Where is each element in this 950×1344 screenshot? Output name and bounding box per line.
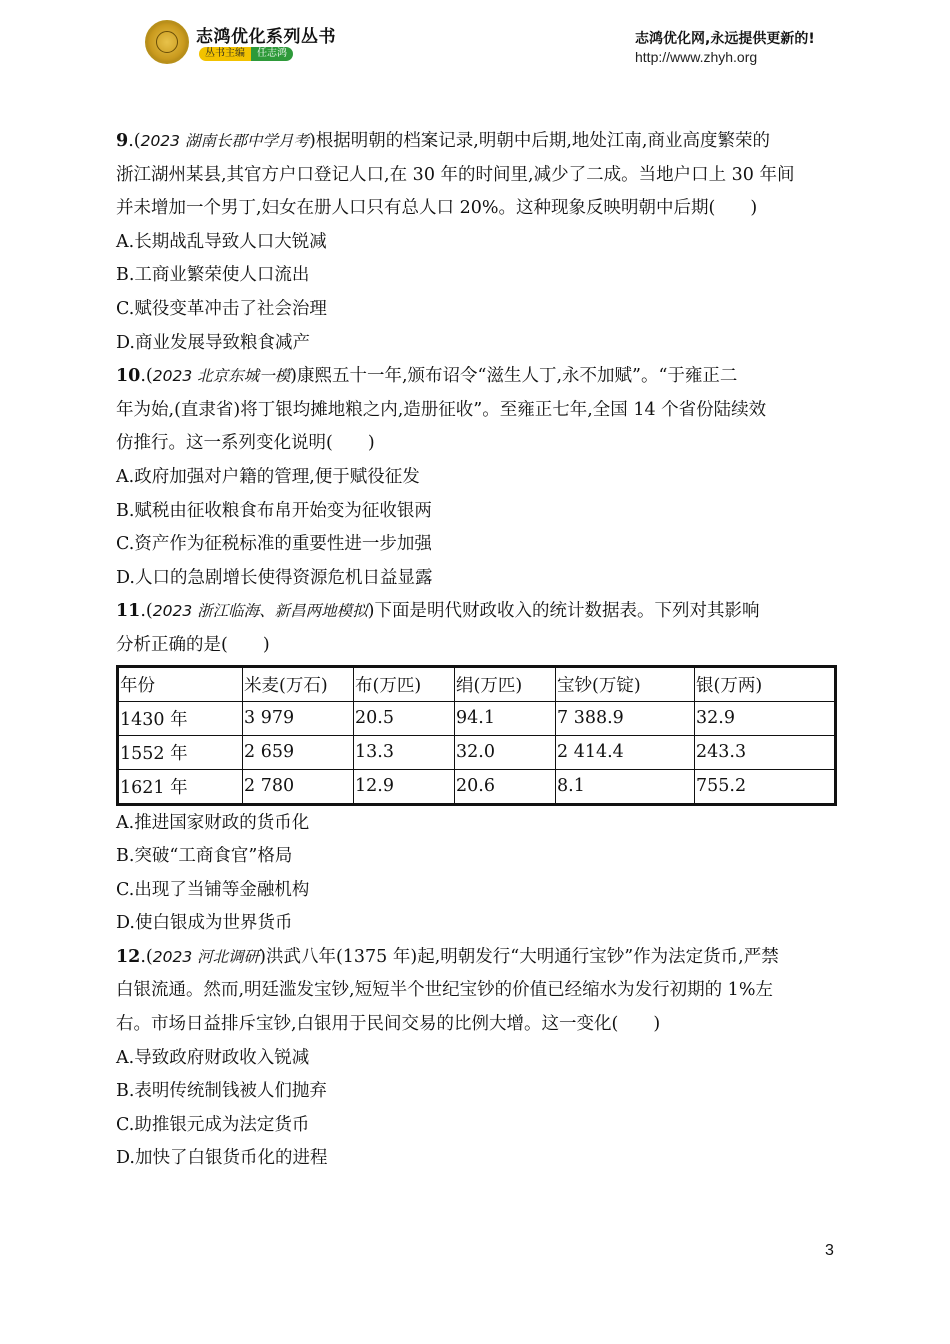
table-cell: 2 780 bbox=[243, 769, 354, 804]
site-slogan: 志鸿优化网,永远提供更新的! bbox=[635, 31, 815, 47]
option-a[interactable]: A.长期战乱导致人口大锐减 bbox=[116, 231, 327, 252]
table-cell: 20.5 bbox=[354, 701, 455, 735]
table-row bbox=[118, 735, 836, 769]
option-b[interactable]: B.突破“工商食官”格局 bbox=[116, 846, 293, 867]
option-b[interactable]: B.工商业繁荣使人口流出 bbox=[116, 265, 310, 286]
series-logo-icon bbox=[145, 20, 189, 64]
option-b[interactable]: B.表明传统制钱被人们抛弃 bbox=[116, 1081, 327, 1102]
option-c[interactable]: C.赋役变革冲击了社会治理 bbox=[116, 298, 327, 319]
table-cell: 3 979 bbox=[243, 701, 354, 735]
editor-bar bbox=[199, 47, 293, 61]
option-d[interactable]: D.使白银成为世界货币 bbox=[116, 913, 293, 934]
table-row bbox=[118, 769, 836, 804]
question-11: 11.(2023 浙江临海、新昌两地模拟)下面是明代财政收入的统计数据表。下列对其影响 分析正确的是( ) 年份 米麦(万石) 布(万匹) 绢(万匹) 宝钞(万锭) 银(万两) 1430 年 3 979 20.5 94.1 7 388.9 32.9 1552 年 2 659 13.3 32.0 2 414.4 243.3 1621 年 2 780 12.9 20.6 8.1 755.2 A.推进国家财政的货币化 B.突破“工商食官”格局 C.出现了当铺等金融机构 D.使白银成为世界货币 bbox=[116, 595, 838, 941]
option-d[interactable]: D.商业发展导致粮食减产 bbox=[116, 332, 310, 353]
question-9: 9.(2023 湖南长郡中学月考)根据明朝的档案记录,明朝中后期,地处江南,商业高度繁荣的 浙江湖州某县,其官方户口登记人口,在 30 年的时间里,减少了二成。当地户口上 30 年间 并未增加一个男丁,妇女在册人口只有总人口 20%。这种现象反映明朝中后期( ) A.长期战乱导致人口大锐减 B.工商业繁荣使人口流出 C.赋役变革冲击了社会治理 D.商业发展导致粮食减产 bbox=[116, 125, 838, 360]
table-cell: 8.1 bbox=[556, 769, 695, 804]
table-cell: 755.2 bbox=[695, 769, 836, 804]
table-header-cell: 宝钞(万锭) bbox=[556, 666, 695, 701]
option-c[interactable]: C.出现了当铺等金融机构 bbox=[116, 879, 310, 900]
table-cell: 2 414.4 bbox=[556, 735, 695, 769]
table-cell: 243.3 bbox=[695, 735, 836, 769]
table-row bbox=[118, 701, 836, 735]
page-number: 3 bbox=[825, 1242, 834, 1259]
option-a[interactable]: A.导致政府财政收入锐减 bbox=[116, 1047, 310, 1068]
table-cell: 7 388.9 bbox=[556, 701, 695, 735]
table-cell: 32.0 bbox=[455, 735, 556, 769]
option-d[interactable]: D.人口的急剧增长使得资源危机日益显露 bbox=[116, 567, 433, 588]
table-header-cell: 米麦(万石) bbox=[243, 666, 354, 701]
table-header-row bbox=[118, 666, 836, 701]
table-header-cell: 年份 bbox=[118, 666, 243, 701]
option-c[interactable]: C.助推银元成为法定货币 bbox=[116, 1114, 310, 1135]
option-b[interactable]: B.赋税由征收粮食布帛开始变为征收银两 bbox=[116, 500, 432, 521]
table-cell: 12.9 bbox=[354, 769, 455, 804]
question-content bbox=[116, 125, 838, 1176]
table-cell: 32.9 bbox=[695, 701, 836, 735]
table-cell: 94.1 bbox=[455, 701, 556, 735]
option-c[interactable]: C.资产作为征税标准的重要性进一步加强 bbox=[116, 534, 432, 555]
table-header-cell: 布(万匹) bbox=[354, 666, 455, 701]
editor-name: 任志鸿 bbox=[251, 47, 293, 61]
option-d[interactable]: D.加快了白银货币化的进程 bbox=[116, 1148, 328, 1169]
revenue-table bbox=[116, 665, 837, 806]
table-cell: 20.6 bbox=[455, 769, 556, 804]
option-a[interactable]: A.推进国家财政的货币化 bbox=[116, 812, 310, 833]
table-cell: 1552 年 bbox=[118, 735, 243, 769]
table-header-cell: 银(万两) bbox=[695, 666, 836, 701]
site-url[interactable]: http://www.zhyh.org bbox=[635, 49, 758, 65]
question-10: 10.(2023 北京东城一模)康熙五十一年,颁布诏令“滋生人丁,永不加赋”。“于雍正二 年为始,(直隶省)将丁银均摊地粮之内,造册征收”。至雍正七年,全国 14 个省份陆续效 仿推行。这一系列变化说明( ) A.政府加强对户籍的管理,便于赋役征发 B.赋税由征收粮食布帛开始变为征收银两 C.资产作为征税标准的重要性进一步加强 D.人口的急剧增长使得资源危机日益显露 bbox=[116, 360, 838, 595]
table-cell: 1430 年 bbox=[118, 701, 243, 735]
question-12: 12.(2023 河北调研)洪武八年(1375 年)起,明朝发行“大明通行宝钞”作为法定货币,严禁 白银流通。然而,明廷滥发宝钞,短短半个世纪宝钞的价值已经缩水为发行初期的 1%左 右。市场日益排斥宝钞,白银用于民间交易的比例大增。这一变化( ) A.导致政府财政收入锐减 B.表明传统制钱被人们抛弃 C.助推银元成为法定货币 D.加快了白银货币化的进程 bbox=[116, 941, 838, 1176]
editor-label: 丛书主编 bbox=[199, 47, 251, 61]
series-title: 志鸿优化系列丛书 bbox=[196, 27, 336, 47]
table-header-cell: 绢(万匹) bbox=[455, 666, 556, 701]
table-cell: 13.3 bbox=[354, 735, 455, 769]
table-cell: 1621 年 bbox=[118, 769, 243, 804]
page-header bbox=[0, 0, 950, 80]
option-a[interactable]: A.政府加强对户籍的管理,便于赋役征发 bbox=[116, 466, 420, 487]
table-cell: 2 659 bbox=[243, 735, 354, 769]
